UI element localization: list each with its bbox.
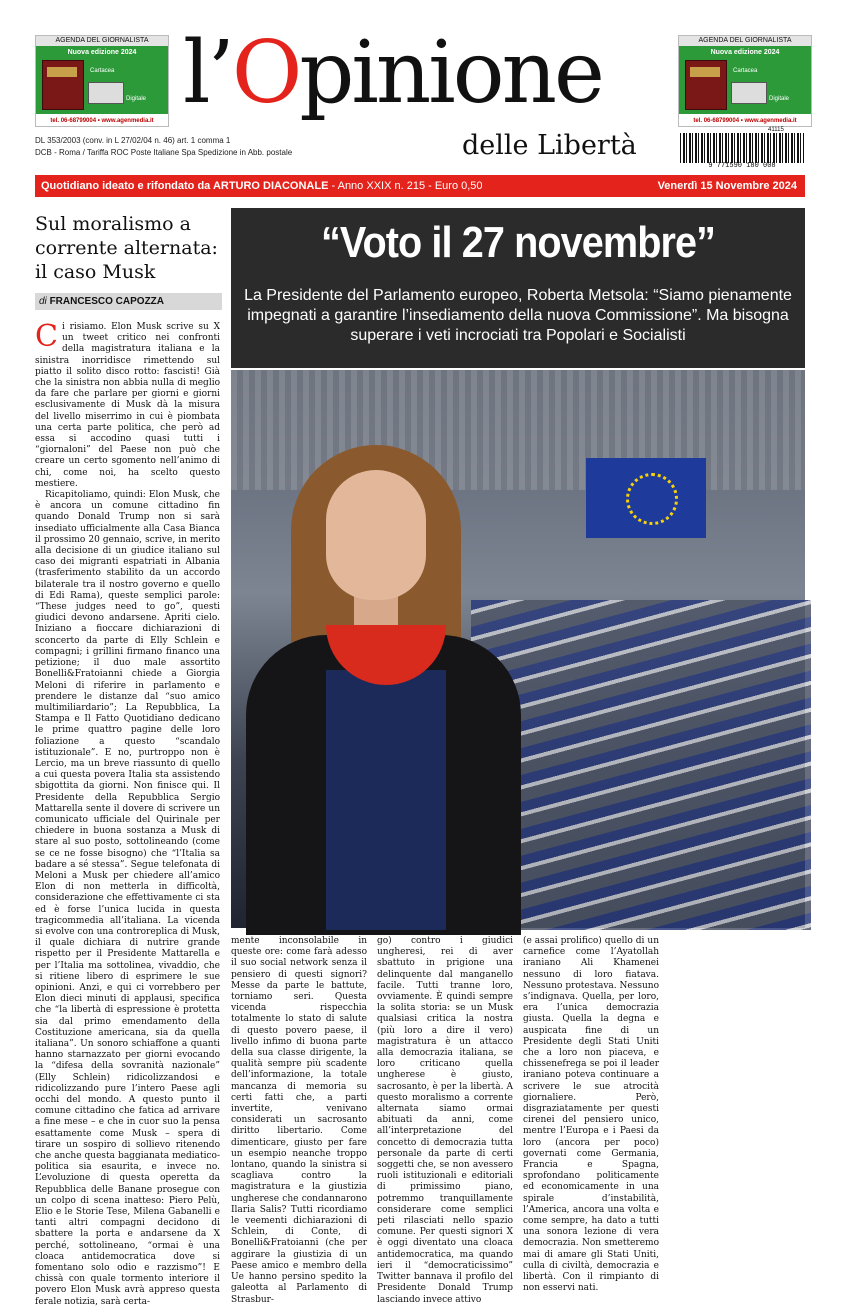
ad-digital-label: Digitale: [126, 96, 147, 102]
article-paragraph: (e assai prolifico) quello di un carnefice come l’Ayatollah iraniano Ali Khamenei nessuno di loro fiatava. Nessuno protestava. Nessuno s’indignava. Quella, per loro, era l’unica democrazia giusta. Quella la degna e auspicata fine di un Presidente degli Stati Uniti che a loro non piaceva, e chissenefrega se poi il leader iraniano poteva continuare a scrivere le sue atrocità giornaliere. Però, disgraziatamente per questi cirenei del pensiero unico, mentre l’Europa e i Paesi da loro (ancora per poco) governati come Germania, Francia e Spagna, sprofondano politicamente ed economicamente in una spirale d’instabilità, l’America, ancora una volta e come sempre, ha dato a tutti una sonora lezione di vera democrazia. Non smetteremo mai di amare gli Stati Uniti, culla di civiltà, democrazia e libertà. Con il rimpianto di non esservi nati.: [523, 936, 659, 1294]
eu-stars-icon: [626, 473, 678, 525]
article-column-1: [35, 319, 220, 1307]
ad-edition: Nuova edizione 2024: [67, 49, 137, 56]
founded-prefix: Quotidiano ideato e rifondato da: [41, 180, 213, 192]
person-shirt: [326, 670, 446, 930]
article-column-2: [231, 936, 367, 1305]
author-name: FRANCESCO CAPOZZA: [49, 296, 165, 307]
founder-name: ARTURO DIACONALE: [212, 180, 329, 192]
ad-digital-label: Digitale: [769, 96, 790, 102]
ad-heading: AGENDA DEL GIORNALISTA: [36, 36, 168, 46]
logo-subtitle: delle Libertà: [462, 130, 637, 161]
lead-subhead: La Presidente del Parlamento europeo, Roberta Metsola: “Siamo pienamente impegnati a garantire l’insediamento della nuova Commissione”. Ma bisogna superare i veti incrociati tra Popolari e Socialisti: [244, 287, 792, 344]
ad-edition: Nuova edizione 2024: [710, 49, 780, 56]
article-paragraph: Ricapitoliamo, quindi: Elon Musk, che è ancora un comune cittadino fin quando Donald Trump non si sarà insediato ufficialmente alla Casa Bianca il prossimo 20 gennaio, scrive, in merito alla decisione di un giudice italiano sul caso dei migranti espatriati in Albania (trasferimento stabilito da un accordo bilaterale tra il nostro governo e quello di Edi Rama), queste semplici parole: “These judges need to go”, questi giudici devono andarsene. Apriti cielo. Iniziano a fioccare dichiarazioni di sconcerto da parte di Elly Schlein e compagni; i grillini firmano financo una petizione; il duo male assortito Bonelli&Fratoianni chiede a Giorgia Meloni di riferire in parlamento e prendere le distanze dal “suo amico multimiliardario”; La Repubblica, La Stampa e Il Fatto Quotidiano dedicano le prime quattro pagine delle loro foliazione a questo “scandalo istituzionale”. E no, purtroppo non è Lercio, ma un breve riassunto di quello a cui questa povera Italia sta assistendo sbigottita da giorni. Non finisce qui. Il Presidente della Repubblica Sergio Mattarella sente il dovere di scrivere un comunicato ufficiale del Quirinale per chiedere in buona sostanza a Musk di stare al suo posto, sottolineando (come se ce ne fosse bisogno) che “l’Italia sa badare a sé stessa”. Segue telefonata di Meloni a Musk per chiedere all’amico Elon di non metterla in difficoltà, considerazione che effettivamente ci sta ed è forse l’unica lucida in questa tragicommedia all’italiana. La vicenda si evolve con una controreplica di Musk, il quale dichiara di nutrire grande rispetto per il Presidente Mattarella e per l’Italia ma sottolinea, vivaddio, che si ritiene libero di esprimere le sue opinioni. Anzi, e qui ci vorrebbero per Elon dieci minuti di applausi, specifica che “la libertà di espressione è protetta sia dal primo emendamento della Costituzione americana, sia da quella italiana”. Un sonoro schiaffone a quanti hanno starnazzato per giorni evocando la “difesa della sovranità nazionale” (Elly Schlein) ridicolizzandosi e ridicolizzando pure l’intero Paese agli occhi del mondo. A questo punto il comune cittadino che fatica ad arrivare a fine mese – e che in cuor suo la pensa esattamente come Musk – spera di tirare un sospiro di sollievo ritenendo che anche questa baggianata mediatico-politica sia esaurita, e invece no. L’evoluzione di questa operetta da Repubblica delle Banane prosegue con un colpo di scena inatteso: Piero Pelù, Elio e le Storie Tese, Milena Gabanelli e tanti altri compagni decidono di sbattere la porta e andarsene da X perché, sottolineano, “ormai è una cloaca antidemocratica dove si fomentano solo odio e razzismo”! E chissà con quale tormento interiore il povero Elon Musk avrà appreso questa ferale notizia, sarà certa-: [35, 490, 220, 1307]
barcode-issue: 41115: [768, 127, 784, 133]
barcode-number: 9 771590 180 008: [708, 162, 776, 170]
issue-date: Venerdì 15 Novembre 2024: [657, 180, 797, 192]
byline-prefix: di: [39, 296, 50, 307]
ad-agenda-right[interactable]: [678, 35, 812, 127]
logo-prefix: l’: [183, 23, 232, 123]
ad-visual: [679, 46, 811, 114]
article-paragraph: i risiamo. Elon Musk scrive su X un tweet critico nei confronti della magistratura italiana e la sinistra inorridisce rimettendo sul piatto il solito disco rotto: fascisti! Già che la sinistra non abbia nulla di meglio da fare che parlare per giorni e giorni esclusivamente di Musk dà la misura del livello miserrimo in cui è piombata una certa parte politica, che però ad essa si accodino quasi tutti i “giornaloni” del Paese non può che creare un certo sgomento nell’animo di chi, come noi, ha scelto questo mestiere.: [35, 322, 220, 489]
newspaper-logo[interactable]: [183, 23, 602, 123]
ad-heading: AGENDA DEL GIORNALISTA: [679, 36, 811, 46]
legal-line-1: DL 353/2003 (conv. in L 27/02/04 n. 46) art. 1 comma 1: [35, 136, 231, 145]
side-article-title[interactable]: Sul moralismo a corrente alternata: il caso Musk: [35, 213, 218, 283]
book-icon: [42, 60, 84, 110]
parliament-seats: [471, 600, 811, 930]
lead-photo: [231, 370, 805, 928]
article-paragraph: mente inconsolabile in queste ore: come farà adesso il suo social network senza il pensiero di questi signori? Messe da parte le battute, torniamo seri. Questa vicenda rispecchia totalmente lo stato di salute di questo povero paese, il livello infimo di buona parte della sua classe dirigente, la qualità sempre più scadente dell’informazione, la totale mancanza di memoria su certi fatti che, a parti invertite, venivano considerati un sacrosanto diritto libertario. Come dimenticare, giusto per fare un esempio neanche troppo lontano, quando la sinistra si scagliava contro la magistratura e la giustizia ungherese che condannarono Ilaria Salis? Tutti ricordiamo le veementi dichiarazioni di Schlein, di Conte, di Bonelli&Fratoianni (che per aggirare la giustizia di un Paese amico e membro della Ue hanno persino spedito la galeotta al Parlamento di Strasbur-: [231, 936, 367, 1305]
logo-rest: pinione: [299, 23, 602, 123]
barcode-icon: [680, 133, 804, 163]
issue-strip: [35, 175, 805, 197]
person-face: [326, 470, 426, 600]
lead-headline[interactable]: “Voto il 27 novembre”: [320, 218, 716, 267]
ad-contact: tel. 06-68799004 • www.agenmedia.it: [50, 118, 154, 124]
ad-print-label: Cartacea: [733, 68, 758, 74]
ad-print-label: Cartacea: [90, 68, 115, 74]
article-column-4: [523, 936, 659, 1294]
logo-o: O: [231, 23, 300, 123]
ad-contact: tel. 06-68799004 • www.agenmedia.it: [693, 118, 797, 124]
article-paragraph: go) contro i giudici ungheresi, rei di aver sbattuto in prigione una delinquente dal manganello facile. Tutti tranne loro, ovviamente. È quindi sempre la solita storia: se un Musk qualsiasi critica la nostra (più loro a dire il vero) magistratura è un attacco alla democrazia italiana, se loro criticano quella ungherese è giusto, sacrosanto, è per la libertà. A questo moralismo a corrente alternata siamo ormai abituati da anni, come all’interpretazione del concetto di democrazia tutta personale da parte di certi soggetti che, se non avessero ruoli istituzionali e editoriali di primissimo piano, potremmo tranquillamente considerare come semplici peti rilasciati nello spazio comune. Per questi signori X è oggi diventato una cloaca antidemocratica, ma quando ieri il “democraticissimo” Twitter bannava il profilo del Presidente Donald Trump lasciando invece attivo: [377, 936, 513, 1305]
laptop-icon: [731, 82, 767, 104]
ad-visual: [36, 46, 168, 114]
issue-info: - Anno XXIX n. 215 - Euro 0,50: [328, 180, 483, 192]
article-column-3: [377, 936, 513, 1305]
byline: [35, 293, 222, 310]
dropcap: C: [35, 319, 58, 354]
laptop-icon: [88, 82, 124, 104]
ad-agenda-left[interactable]: [35, 35, 169, 127]
book-icon: [685, 60, 727, 110]
legal-line-2: DCB - Roma / Tariffa ROC Poste Italiane Spa Spedizione in Abb. postale: [35, 148, 293, 157]
